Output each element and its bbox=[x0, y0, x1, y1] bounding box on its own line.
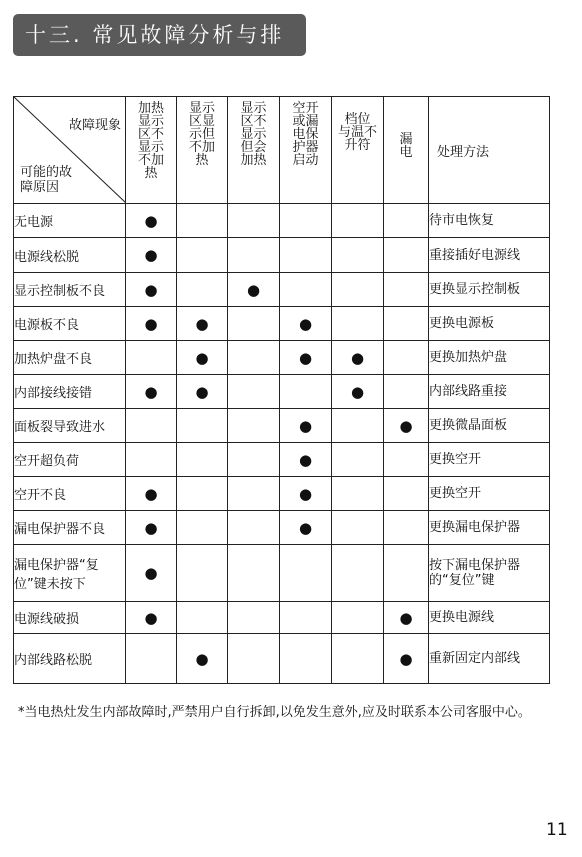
fault-table bbox=[13, 96, 550, 684]
empty-cell bbox=[384, 204, 429, 238]
column-header bbox=[332, 97, 384, 204]
empty-cell bbox=[228, 545, 280, 602]
fault-mark: ● bbox=[280, 477, 332, 511]
empty-cell bbox=[332, 409, 384, 443]
section-title: 十三. 常见故障分析与排除 bbox=[13, 14, 306, 56]
fault-mark: ● bbox=[177, 341, 228, 375]
empty-cell bbox=[332, 602, 384, 634]
empty-cell bbox=[280, 634, 332, 684]
empty-cell bbox=[384, 477, 429, 511]
fault-mark: ● bbox=[126, 375, 177, 409]
fault-mark: ● bbox=[126, 204, 177, 238]
fault-cause: 空开超负荷 bbox=[14, 443, 126, 477]
empty-cell bbox=[384, 341, 429, 375]
empty-cell bbox=[332, 204, 384, 238]
table-row bbox=[14, 238, 550, 273]
empty-cell bbox=[177, 477, 228, 511]
fault-cause: 电源板不良 bbox=[14, 307, 126, 341]
fault-mark: ● bbox=[126, 307, 177, 341]
column-header-text: 档位 与温不 升符 bbox=[337, 112, 377, 153]
empty-cell bbox=[177, 443, 228, 477]
table-row bbox=[14, 409, 550, 443]
fault-mark: ● bbox=[332, 375, 384, 409]
empty-cell bbox=[177, 545, 228, 602]
empty-cell bbox=[228, 409, 280, 443]
column-header-text: 显示 区不 显示 但会 加热 bbox=[240, 101, 267, 168]
empty-cell bbox=[177, 238, 228, 273]
fault-mark: ● bbox=[228, 273, 280, 307]
column-header bbox=[228, 97, 280, 204]
empty-cell bbox=[126, 409, 177, 443]
remedy-header: 处理方法 bbox=[429, 97, 550, 204]
column-header-text: 加热 显示 区不 显示 不加 热 bbox=[137, 101, 164, 181]
fault-cause: 漏电保护器不良 bbox=[14, 511, 126, 545]
fault-mark: ● bbox=[384, 634, 429, 684]
empty-cell bbox=[228, 204, 280, 238]
table-row bbox=[14, 602, 550, 634]
fault-mark: ● bbox=[126, 511, 177, 545]
fault-cause: 电源线松脱 bbox=[14, 238, 126, 273]
empty-cell bbox=[228, 307, 280, 341]
table-row bbox=[14, 375, 550, 409]
empty-cell bbox=[177, 511, 228, 545]
table-header-row bbox=[14, 97, 550, 204]
empty-cell bbox=[177, 204, 228, 238]
table-row bbox=[14, 545, 550, 602]
remedy: 更换漏电保护器 bbox=[429, 511, 550, 545]
remedy: 按下漏电保护器的“复位”键 bbox=[429, 545, 550, 602]
remedy: 更换显示控制板 bbox=[429, 273, 550, 307]
empty-cell bbox=[126, 443, 177, 477]
fault-mark: ● bbox=[126, 602, 177, 634]
table-row bbox=[14, 477, 550, 511]
empty-cell bbox=[384, 545, 429, 602]
empty-cell bbox=[228, 341, 280, 375]
diagonal-header-cell bbox=[14, 97, 126, 204]
empty-cell bbox=[228, 238, 280, 273]
table-body bbox=[14, 204, 550, 684]
empty-cell bbox=[280, 273, 332, 307]
table-row bbox=[14, 204, 550, 238]
empty-cell bbox=[126, 634, 177, 684]
empty-cell bbox=[332, 477, 384, 511]
table-row bbox=[14, 307, 550, 341]
fault-mark: ● bbox=[280, 511, 332, 545]
fault-cause: 空开不良 bbox=[14, 477, 126, 511]
empty-cell bbox=[228, 511, 280, 545]
fault-cause: 电源线破损 bbox=[14, 602, 126, 634]
empty-cell bbox=[228, 634, 280, 684]
fault-mark: ● bbox=[126, 238, 177, 273]
remedy: 更换电源板 bbox=[429, 307, 550, 341]
symptom-label: 故障现象 bbox=[68, 118, 121, 133]
empty-cell bbox=[177, 409, 228, 443]
fault-mark: ● bbox=[126, 545, 177, 602]
fault-mark: ● bbox=[280, 443, 332, 477]
fault-mark: ● bbox=[332, 341, 384, 375]
column-header bbox=[177, 97, 228, 204]
empty-cell bbox=[280, 375, 332, 409]
empty-cell bbox=[228, 602, 280, 634]
empty-cell bbox=[280, 238, 332, 273]
empty-cell bbox=[332, 511, 384, 545]
warning-note: *当电热灶发生内部故障时,严禁用户自行拆卸,以免发生意外,应及时联系本公司客服中心。 bbox=[18, 705, 531, 720]
remedy: 更换电源线 bbox=[429, 602, 550, 634]
empty-cell bbox=[384, 273, 429, 307]
table-row bbox=[14, 443, 550, 477]
fault-mark: ● bbox=[280, 409, 332, 443]
empty-cell bbox=[332, 443, 384, 477]
table-row bbox=[14, 634, 550, 684]
fault-mark: ● bbox=[177, 375, 228, 409]
fault-mark: ● bbox=[177, 634, 228, 684]
fault-cause: 显示控制板不良 bbox=[14, 273, 126, 307]
fault-cause: 面板裂导致进水 bbox=[14, 409, 126, 443]
empty-cell bbox=[228, 443, 280, 477]
fault-mark: ● bbox=[384, 602, 429, 634]
empty-cell bbox=[384, 443, 429, 477]
column-header bbox=[384, 97, 429, 204]
column-header bbox=[280, 97, 332, 204]
table-row bbox=[14, 341, 550, 375]
fault-mark: ● bbox=[126, 477, 177, 511]
empty-cell bbox=[280, 204, 332, 238]
fault-mark: ● bbox=[280, 307, 332, 341]
table-row bbox=[14, 273, 550, 307]
remedy: 待市电恢复 bbox=[429, 204, 550, 238]
fault-cause: 无电源 bbox=[14, 204, 126, 238]
column-header-text: 空开 或漏 电保 护器 启动 bbox=[292, 101, 319, 168]
remedy: 更换空开 bbox=[429, 443, 550, 477]
remedy: 更换加热炉盘 bbox=[429, 341, 550, 375]
page-number: 11 bbox=[546, 820, 568, 840]
remedy: 更换空开 bbox=[429, 477, 550, 511]
fault-cause: 加热炉盘不良 bbox=[14, 341, 126, 375]
cause-label: 可能的故 障原因 bbox=[20, 165, 73, 195]
empty-cell bbox=[177, 273, 228, 307]
table-row bbox=[14, 511, 550, 545]
empty-cell bbox=[332, 273, 384, 307]
empty-cell bbox=[384, 375, 429, 409]
empty-cell bbox=[332, 307, 384, 341]
empty-cell bbox=[280, 545, 332, 602]
fault-cause: 漏电保护器“复位”键未按下 bbox=[14, 545, 126, 602]
fault-mark: ● bbox=[384, 409, 429, 443]
fault-mark: ● bbox=[280, 341, 332, 375]
empty-cell bbox=[384, 307, 429, 341]
empty-cell bbox=[228, 375, 280, 409]
empty-cell bbox=[332, 238, 384, 273]
empty-cell bbox=[280, 602, 332, 634]
column-header-text: 漏 电 bbox=[399, 132, 413, 160]
fault-cause: 内部接线接错 bbox=[14, 375, 126, 409]
empty-cell bbox=[332, 545, 384, 602]
empty-cell bbox=[228, 477, 280, 511]
fault-mark: ● bbox=[177, 307, 228, 341]
empty-cell bbox=[126, 341, 177, 375]
empty-cell bbox=[332, 634, 384, 684]
remedy: 内部线路重接 bbox=[429, 375, 550, 409]
column-header-text: 显示 区显 示但 不加 热 bbox=[188, 101, 215, 168]
empty-cell bbox=[384, 238, 429, 273]
remedy: 重新固定内部线 bbox=[429, 634, 550, 684]
fault-mark: ● bbox=[126, 273, 177, 307]
remedy: 更换微晶面板 bbox=[429, 409, 550, 443]
empty-cell bbox=[384, 511, 429, 545]
fault-cause: 内部线路松脱 bbox=[14, 634, 126, 684]
empty-cell bbox=[177, 602, 228, 634]
remedy: 重接插好电源线 bbox=[429, 238, 550, 273]
column-header bbox=[126, 97, 177, 204]
